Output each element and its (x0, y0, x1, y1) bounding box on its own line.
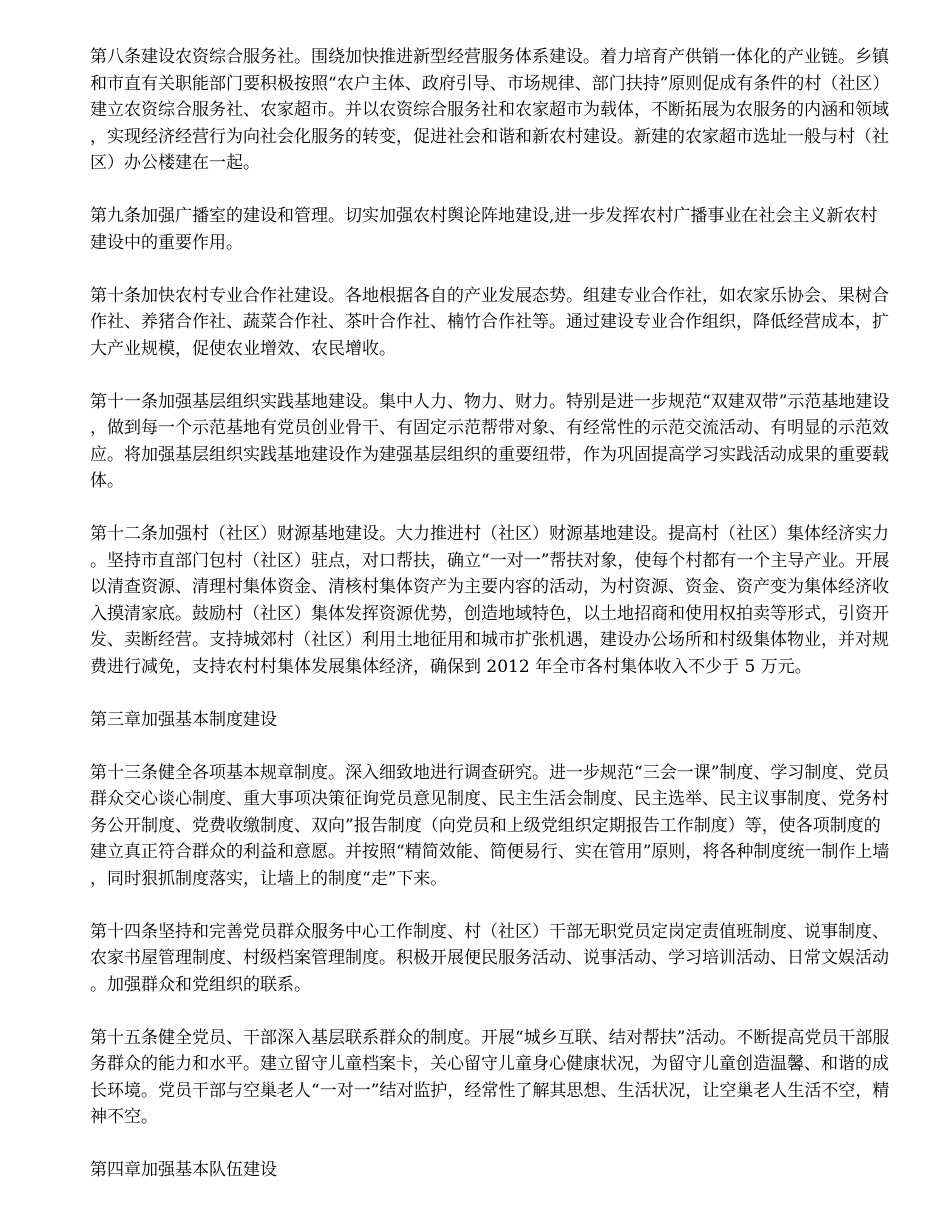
article-11-paragraph: 第十一条加强基层组织实践基地建设。集中人力、物力、财力。特别是进一步规范“双建双带”示范基地建设，做到每一个示范基地有党员创业骨干、有固定示范帮带对象、有经常性的示范交流活动、有明显的示范效应。将加强基层组织实践基地建设作为建强基层组织的重要纽带，作为巩固提高学习实践活动成果的重要载体。 (90, 391, 890, 491)
article-9-paragraph: 第九条加强广播室的建设和管理。切实加强农村舆论阵地建设,进一步发挥农村广播事业在社会主义新农村建设中的重要作用。 (90, 206, 878, 253)
article-8-paragraph: 第八条建设农资综合服务社。围绕加快推进新型经营服务体系建设。着力培育产供销一体化的产业链。乡镇和市直有关职能部门要积极按照“农户主体、政府引导、市场规律、部门扶持”原则促成有条件的村（社区）建立农资综合服务社、农家超市。并以农资综合服务社和农家超市为载体，不断拓展为农服务的内涵和领域，实现经济经营行为向社会化服务的转变，促进社会和谐和新农村建设。新建的农家超市选址一般与村（社区）办公楼建在一起。 (90, 47, 890, 173)
article-14-paragraph: 第十四条坚持和完善党员群众服务中心工作制度、村（社区）干部无职党员定岗定责值班制度、说事制度、农家书屋管理制度、村级档案管理制度。积极开展便民服务活动、说事活动、学习培训活动、日常文娱活动。加强群众和党组织的联系。 (90, 921, 889, 995)
article-12-paragraph: 第十二条加强村（社区）财源基地建设。大力推进村（社区）财源基地建设。提高村（社区）集体经济实力。坚持市直部门包村（社区）驻点，对口帮扶，确立“一对一”帮扶对象，使每个村都有一个主导产业。开展以清查资源、清理村集体资金、清核村集体资产为主要内容的活动，为村资源、资金、资产变为集体经济收入摸清家底。鼓励村（社区）集体发挥资源优势，创造地域特色，以土地招商和使用权拍卖等形式，引资开发、卖断经营。支持城郊村（社区）利用土地征用和城市扩张机遇，建设办公场所和村级集体物业，并对规费进行减免，支持农村村集体发展集体经济，确保到 2012 年全市各村集体收入不少于 5 万元。 (90, 524, 890, 677)
article-13-paragraph: 第十三条健全各项基本规章制度。深入细致地进行调查研究。进一步规范“三会一课”制度、学习制度、党员群众交心谈心制度、重大事项决策征询党员意见制度、民主生活会制度、民主选举、民主议事制度、党务村务公开制度、党费收缴制度、双向”报告制度（向党员和上级党组织定期报告工作制度）等，使各项制度的建立真正符合群众的利益和意愿。并按照“精简效能、简便易行、实在管用”原则，将各种制度统一制作上墙，同时狠抓制度落实，让墙上的制度“走”下来。 (90, 762, 890, 889)
chapter-4-heading: 第四章加强基本队伍建设 (90, 1160, 277, 1180)
chapter-3-heading: 第三章加强基本制度建设 (90, 709, 277, 730)
article-10-paragraph: 第十条加快农村专业合作社建设。各地根据各自的产业发展态势。组建专业合作社，如农家乐协会、果树合作社、养猪合作社、蔬菜合作社、茶叶合作社、楠竹合作社等。通过建设专业合作组织，降低经营成本，扩大产业规模，促使农业增效、农民增收。 (90, 285, 889, 359)
article-15-paragraph: 第十五条健全党员、干部深入基层联系群众的制度。开展“城乡互联、结对帮扶”活动。不断提高党员干部服务群众的能力和水平。建立留守儿童档案卡，关心留守儿童身心健康状况，为留守儿童创造温馨、和谐的成长环境。党员干部与空巢老人“一对一”结对监护，经常性了解其思想、生活状况，让空巢老人生活不空，精神不空。 (90, 1027, 890, 1127)
